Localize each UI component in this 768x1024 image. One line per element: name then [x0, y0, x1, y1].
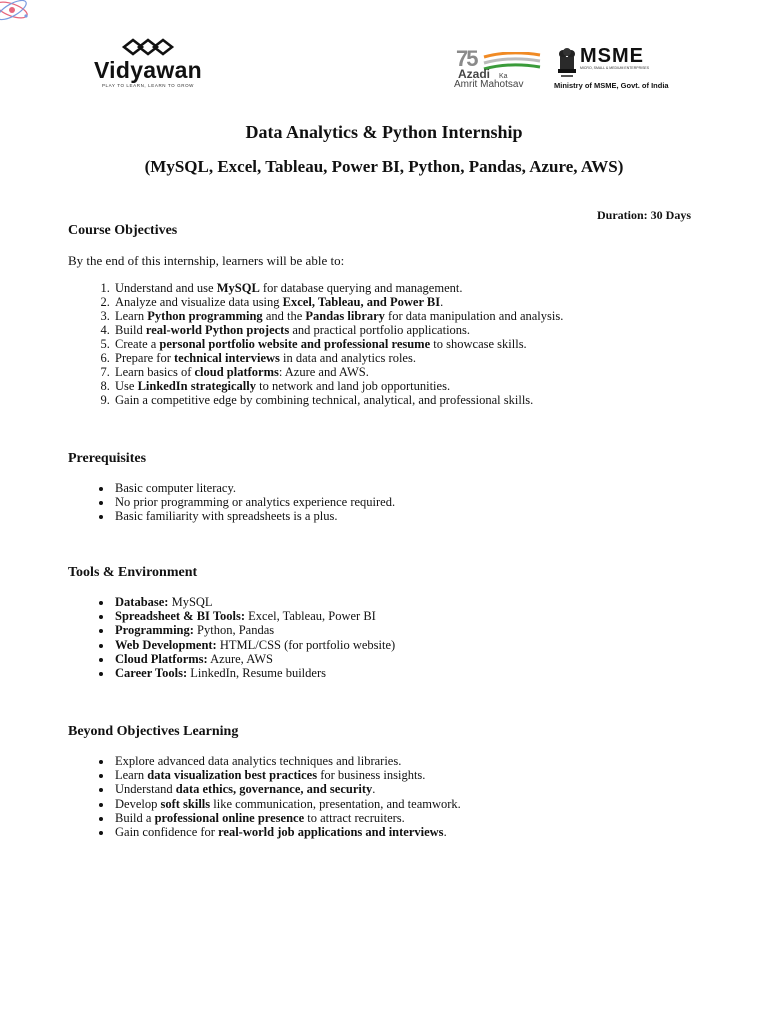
azadi-text: Azadi [458, 67, 491, 81]
page-title: Data Analytics & Python Internship [245, 122, 523, 142]
list-item: • Basic computer literacy. [113, 481, 753, 495]
azadi-75-text: 75 [456, 46, 477, 71]
tools-environment-list [68, 595, 753, 680]
list-item: • Develop soft skills like communication, presentation, and teamwork. [113, 797, 753, 811]
list-item: • Build a professional online presence to attract recruiters. [113, 811, 753, 825]
beyond-objectives-list [68, 754, 753, 839]
list-item: 1. Understand and use MySQL for database querying and management. [113, 281, 753, 295]
list-item: • Career Tools: LinkedIn, Resume builders [113, 666, 753, 680]
course-objectives-intro: By the end of this internship, learners will be able to: [68, 253, 345, 268]
list-item: • Learn data visualization best practices for business insights. [113, 768, 753, 782]
list-item: • Database: MySQL [113, 595, 753, 609]
atom-decoration-icon [0, 0, 52, 40]
national-emblem-icon [556, 46, 578, 86]
list-item: • Explore advanced data analytics techniques and libraries. [113, 754, 753, 768]
list-item: 4. Build real-world Python projects and practical portfolio applications. [113, 323, 753, 337]
msme-ministry-text: Ministry of MSME, Govt. of India [554, 81, 669, 90]
list-item: 8. Use LinkedIn strategically to network and land job opportunities. [113, 379, 753, 393]
list-item: • Gain confidence for real-world job applications and interviews. [113, 825, 753, 839]
brand-tagline: PLAY TO LEARN, LEARN TO GROW [101, 83, 195, 88]
brand-name: Vidyawan [93, 57, 203, 83]
course-objectives-heading: Course Objectives [68, 223, 178, 238]
azadi-ka-text: Ka [499, 73, 508, 80]
list-item: • Web Development: HTML/CSS (for portfolio website) [113, 638, 753, 652]
list-item: • Cloud Platforms: Azure, AWS [113, 652, 753, 666]
page-subtitle: (MySQL, Excel, Tableau, Power BI, Python, Pandas, Azure, AWS) [144, 157, 624, 176]
list-item: • No prior programming or analytics experience required. [113, 495, 753, 509]
tricolor-flag-icon [482, 52, 542, 74]
msme-logo [554, 45, 680, 94]
prerequisites-heading: Prerequisites [68, 451, 147, 466]
msme-subtitle: MICRO, SMALL & MEDIUM ENTERPRISES [580, 66, 650, 70]
list-item: • Basic familiarity with spreadsheets is a plus. [113, 509, 753, 523]
list-item: 7. Learn basics of cloud platforms: Azure and AWS. [113, 365, 753, 379]
tools-environment-heading: Tools & Environment [68, 565, 198, 580]
list-item: 2. Analyze and visualize data using Excel, Tableau, and Power BI. [113, 295, 753, 309]
beyond-objectives-heading: Beyond Objectives Learning [68, 724, 239, 739]
list-item: 9. Gain a competitive edge by combining technical, analytical, and professional skills. [113, 393, 753, 407]
list-item: • Spreadsheet & BI Tools: Excel, Tableau, Power BI [113, 609, 753, 623]
msme-wordmark: MSME [580, 45, 644, 67]
amrit-mahotsav-text: Amrit Mahotsav [454, 79, 524, 90]
list-item: • Understand data ethics, governance, and security. [113, 782, 753, 796]
list-item: • Programming: Python, Pandas [113, 623, 753, 637]
infinity-logo-icon [120, 38, 176, 56]
list-item: 3. Learn Python programming and the Pandas library for data manipulation and analysis. [113, 309, 753, 323]
duration-label: Duration: 30 Days [596, 208, 691, 222]
prerequisites-list [68, 481, 753, 524]
list-item: 6. Prepare for technical interviews in data and analytics roles. [113, 351, 753, 365]
azadi-ka-amrit-mahotsav-logo [452, 46, 548, 94]
course-objectives-list [68, 281, 753, 407]
vidyawan-logo [78, 38, 218, 96]
list-item: 5. Create a personal portfolio website and professional resume to showcase skills. [113, 337, 753, 351]
